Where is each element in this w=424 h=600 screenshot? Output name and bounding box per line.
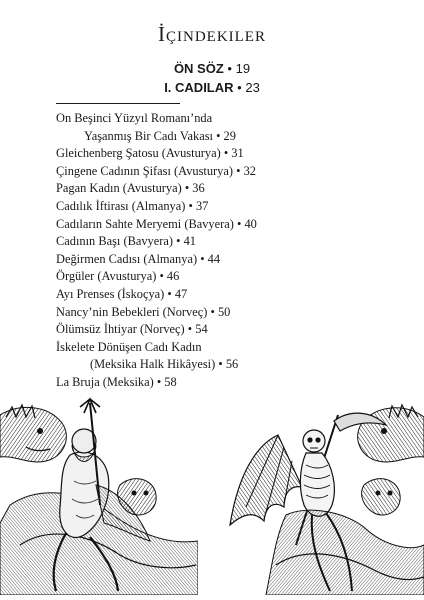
section-witches (0, 80, 424, 95)
entry-title: Ölümsüz İhtiyar (Norveç) (56, 322, 185, 337)
entry-title: İskelete Dönüşen Cadı Kadın (56, 339, 202, 354)
entry-page-number: 36 (192, 181, 205, 196)
entry-title: Ayı Prenses (İskoçya) (56, 286, 165, 301)
toc-entry (56, 251, 376, 269)
bullet: • (227, 61, 232, 76)
bullet: • (187, 322, 193, 337)
toc-entry (56, 163, 376, 181)
entry-title: Örgüler (Avusturya) (56, 269, 157, 284)
section-divider (56, 103, 180, 104)
entry-page-number: 50 (217, 304, 231, 319)
toc-entry (56, 321, 376, 339)
entry-page-number: 29 (223, 128, 236, 143)
entry-title: Değirmen Cadısı (Almanya) (56, 251, 198, 266)
toc-entry (56, 304, 376, 322)
bullet: • (176, 234, 181, 249)
toc-entry (56, 180, 376, 198)
section-page-number: 19 (235, 61, 251, 76)
bullet: • (188, 198, 193, 213)
section-heading: I. CADILAR (164, 80, 234, 95)
entry-page-number: 47 (174, 286, 188, 301)
bullet: • (200, 251, 205, 266)
page-title: İçindekiler (158, 22, 266, 46)
toc-entry (56, 268, 376, 286)
entry-title: Nancy’nin Bebekleri (Norveç) (56, 304, 208, 319)
entry-page-number: 58 (164, 374, 177, 389)
bullet: • (159, 269, 164, 284)
toc-entry (56, 110, 376, 145)
neptune-engraving-illustration (0, 395, 198, 595)
death-skeleton-engraving-illustration (226, 395, 424, 595)
bullet: • (223, 146, 229, 161)
entry-page-number: 44 (207, 251, 221, 266)
entry-title: La Bruja (Meksika) (56, 374, 154, 389)
entry-page-number: 32 (243, 163, 256, 178)
bullet: • (237, 80, 242, 95)
bullet: • (167, 286, 172, 301)
bullet: • (237, 216, 242, 231)
entry-title: On Beşinci Yüzyıl Romanı’nda (56, 111, 213, 125)
toc-entry (56, 216, 376, 234)
entry-title: Cadılık İftirası (Almanya) (56, 198, 186, 213)
entry-title-continued: (Meksika Halk Hikâyesi) (90, 357, 216, 372)
toc-entry (56, 339, 376, 374)
entry-title: Pagan Kadın (Avusturya) (56, 181, 182, 196)
entry-title: Cadıların Sahte Meryemi (Bavyera) (56, 216, 234, 231)
entry-title-continued: Yaşanmış Bir Cadı Vakası (84, 128, 213, 143)
entry-page-number: 56 (225, 357, 239, 372)
bullet: • (236, 163, 241, 178)
entry-page-number: 31 (231, 146, 244, 161)
toc-entry (56, 286, 376, 304)
section-heading: ÖN SÖZ (173, 61, 224, 76)
toc-entry (56, 233, 376, 251)
entry-page-number: 54 (195, 322, 208, 337)
entry-title: Cadının Başı (Bavyera) (56, 234, 173, 249)
entry-title: Çingene Cadının Şifası (Avusturya) (56, 163, 233, 178)
bullet: • (216, 128, 221, 143)
section-page-number: 23 (245, 80, 260, 95)
toc-list (56, 110, 376, 392)
toc-entry (56, 145, 376, 163)
entry-title: Gleichenberg Şatosu (Avusturya) (56, 146, 221, 161)
bullet: • (210, 304, 215, 319)
entry-page-number: 40 (244, 216, 257, 231)
entry-page-number: 41 (183, 234, 196, 249)
toc-entry (56, 374, 376, 392)
entry-page-number: 37 (195, 198, 209, 213)
bullet: • (218, 357, 223, 372)
entry-page-number: 46 (166, 269, 180, 284)
section-preface (0, 61, 424, 76)
toc-entry (56, 198, 376, 216)
bullet: • (156, 374, 162, 389)
bullet: • (184, 181, 190, 196)
